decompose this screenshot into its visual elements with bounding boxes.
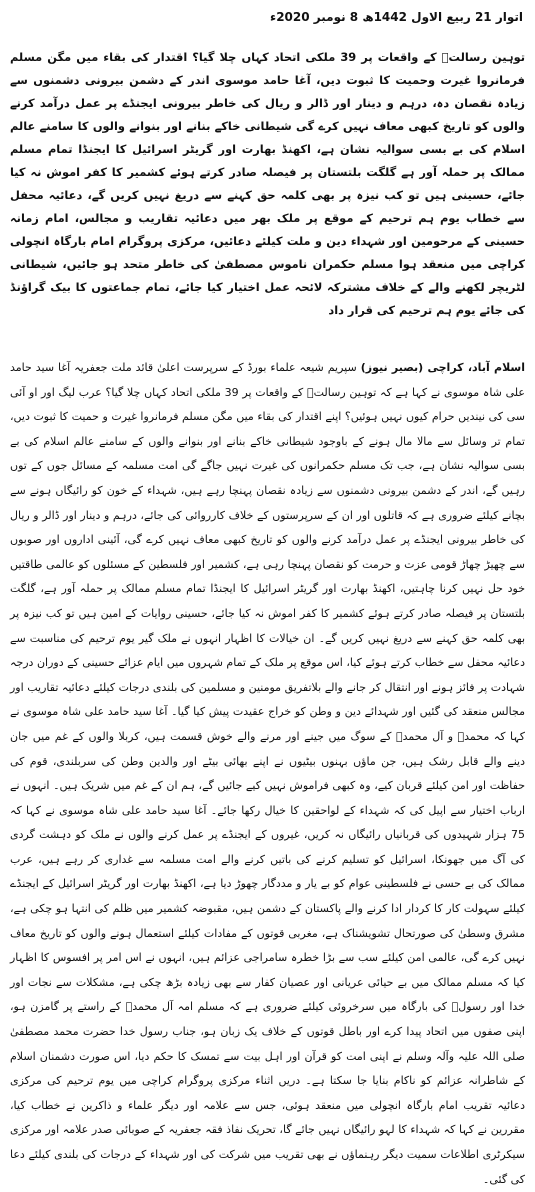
- date-line: اتوار 21 ربیع الاول 1442ھ 8 نومبر 2020ء: [270, 10, 523, 24]
- byline: اسلام آباد، کراچی (بصیر نیوز): [360, 361, 526, 374]
- body-text: سپریم شیعہ علماء بورڈ کے سرپرست اعلیٰ قائد ملت جعفریہ آغا سید حامد علی شاہ موسوی نے کہا ہے کہ توہین رسالتؐ کے واقعات پر 39 ملکی اتحاد کہاں چلا گیا؟ عرب لیگ اور او آئی سی کی نیندیں حرام کیوں نہیں ہوئیں؟ اپنے اقتدار کی بقاء میں مگن مسلم فرمانروا غیرت و حمیت کا ثبوت دیں، تمام تر وسائل سے مالا مال ہونے کے باوجود شیطانی خاکے بنانے اور بنوانے والوں کے سامنے عالم اسلام کی بے بسی سوالیہ نشان ہے، جب تک مسلم حکمرانوں کی غیرت نہیں جاگے گی امت مسلمہ کے مسائل جوں کے توں رہیں گے، اندر کے دشمن بیرونی دشمنوں سے زیادہ نقصان پہنچا رہے ہیں، شہداء کے خون کو رائیگاں ہونے سے بچانے کیلئے ضروری ہے کہ قاتلوں اور ان کے سرپرستوں کے خلاف کارروائی کی جائے، درہم و دینار اور ڈالر و ریال کی خاطر بیرونی ایجنڈے پر عمل درآمد کرنے والوں کو تاریخ کبھی معاف نہیں کرے گی، آئینی اداروں اور صوبوں سے چھیڑ چھاڑ قومی عزت و حرمت کو نقصان پہنچا رہی ہے، کشمیر اور فلسطین کے مسئلوں کو عالمی طاقتیں خود حل نہیں کرنا چاہتیں، اکھنڈ بھارت اور گریٹر اسرائیل کا ایجنڈا تمام مسلم ممالک پر حملہ آور ہے، گلگت بلتستان پر فیصلہ صادر کرتے ہوئے کشمیر کا کفر اموش نہ کیا جائے، حسینی روایات کے امین ہیں تو کب نیزہ پر بھی کلمہ حق کہنے سے دریغ نہیں کریں گے۔ ان خیالات کا اظہار انہوں نے ملک گیر یوم ترحیم کی مناسبت سے دعائیہ محفل سے خطاب کرتے ہوئے کیا، اس موقع پر ملک کے تمام شہروں میں ایام عزائے حسینی کے دوران درجہ شہادت پر فائز ہونے اور انتقال کر جانے والے بلاتفریق مومنین و مسلمین کی بلندی درجات کیلئے دعائیہ تقاریب اور مجالس منعقد کی گئیں اور شہدائے دین و وطن کو خراج عقیدت پیش کیا گیا۔ آغا سید حامد علی شاہ موسوی نے کہا کہ محمدؐ و آل محمدؐ کے سوگ میں جینے اور مرنے والے خوش قسمت ہیں، کربلا والوں کے غم میں جان دینے والے قابل رشک ہیں، جن ماؤں بہنوں بیٹیوں نے اپنے بھائی بیٹے اور والدین وطن کی سربلندی، قوم کی حفاظت اور امن کیلئے قربان کیے، وہ کبھی فراموش نہیں کیے جائیں گے، ہم ان کے غم میں شریک ہیں۔ انہوں نے ارباب اختیار سے اپیل کی کہ شہداء کے لواحقین کا خیال رکھا جائے۔ آغا سید حامد علی شاہ موسوی نے کہا کہ 75 ہزار شہیدوں کی قربانیاں رائیگاں نہ کریں، غیروں کے ایجنڈے پر عمل کرنے والوں نے ملک کو دہشت گردی کی آگ میں جھونکا، اسرائیل کو تسلیم کرنے کی باتیں کرنے والے امت مسلمہ سے غداری کر رہے ہیں، عرب ممالک کی بے حسی نے فلسطینی عوام کو بے یار و مددگار چھوڑ دیا ہے، اکھنڈ بھارت اور گریٹر اسرائیل کے ایجنڈے کیلئے سہولت کار کا کردار ادا کرنے والے پاکستان کے دشمن ہیں، مقبوضہ کشمیر میں ظلم کی انتہا ہو چکی ہے، مشرق وسطیٰ کی صورتحال تشویشناک ہے، مغربی قوتوں کے مفادات کیلئے استعمال ہونے والوں کو تاریخ معاف نہیں کرے گی، عالمی امن کیلئے سب سے بڑا خطرہ سامراجی عزائم ہیں، انہوں نے اس امر پر افسوس کا اظہار کیا کہ مسلم ممالک میں بے حیائی عریانی اور عصیان کفار سے بھی زیادہ بڑھ چکی ہے، مشکلات سے نجات اور خدا اور رسولؐ کی بارگاہ میں سرخروئی کیلئے ضروری ہے کہ مسلم امہ آل محمدؐ کے راستے پر گامزن ہو، اپنی صفوں میں اتحاد پیدا کرے اور باطل قوتوں کے خلاف یک زبان ہو، جناب رسول خدا حضرت محمد مصطفیٰ صلی اللہ علیہ وآلہ وسلم نے اپنی امت کو قرآن اور اہل بیت سے تمسک کا حکم دیا، اس صورت دشمنان اسلام کے شاطرانہ عزائم کو ناکام بنایا جا سکتا ہے۔ دریں اثناء مرکزی پروگرام کراچی میں یوم ترحیم کی مرکزی دعائیہ تقریب امام بارگاہ انچولی میں منعقد ہوئی، جس سے علامہ اور دیگر علماء و ذاکرین نے خطاب کیا، مقررین نے کہا کہ شہداء کا لہو رائیگاں نہیں جائے گا، تحریک نفاذ فقہ جعفریہ کے صوبائی صدر علامہ اور مرکزی سیکرٹری اطلاعات سمیت دیگر رہنماؤں نے بھی تقریب میں شرکت کی اور شہداء کے درجات کی بلندی کیلئے دعا کی گئی۔: [10, 361, 525, 1186]
- headline: توہین رسالتؐ کے واقعات پر 39 ملکی اتحاد کہاں چلا گیا؟ اقتدار کی بقاء میں مگن مسلم فرمانروا غیرت وحمیت کا ثبوت دیں، آغا حامد موسوی اندر کے دشمن بیرونی دشمنوں سے زیادہ نقصان دہ، درہم و دینار اور ڈالر و ریال کی خاطر بیرونی ایجنڈے پر عمل درآمد کرنے والوں کو تاریخ کبھی معاف نہیں کرے گی شیطانی خاکے بنانے اور بنوانے والوں کا سامنے عالم اسلام کی بے بسی سوالیہ نشان ہے، اکھنڈ بھارت اور گریٹر اسرائیل کا ایجنڈا تمام مسلم ممالک پر حملہ آور ہے گلگت بلتستان پر فیصلہ صادر کرتے ہوئے کشمیر کا کفر اموش نہ کیا جائے، حسینی ہیں تو کب نیزہ پر بھی کلمہ حق کہنے سے دریغ نہیں کریں گے، دعائیہ محفل سے خطاب یوم ہم ترحیم کے موقع پر ملک بھر میں دعائیہ تقاریب و مجالس، امام زمانہ حسینی کے مرحومین اور شہداء دین و ملت کیلئے دعائیں، مرکزی پروگرام امام بارگاہ انچولی کراچی میں منعقد ہوا مسلم حکمران ناموس مصطفیٰ کی خاطر متحد ہو جائیں، شیطانی لٹریچر لکھنے والے کے خلاف مشترکہ لائحہ عمل اختیار کیا جائے، تمام جماعتوں کا بیک گراؤنڈ کی جائے یوم ہم ترحیم کی قرار داد: [10, 50, 525, 317]
- article-body: [10, 356, 525, 1192]
